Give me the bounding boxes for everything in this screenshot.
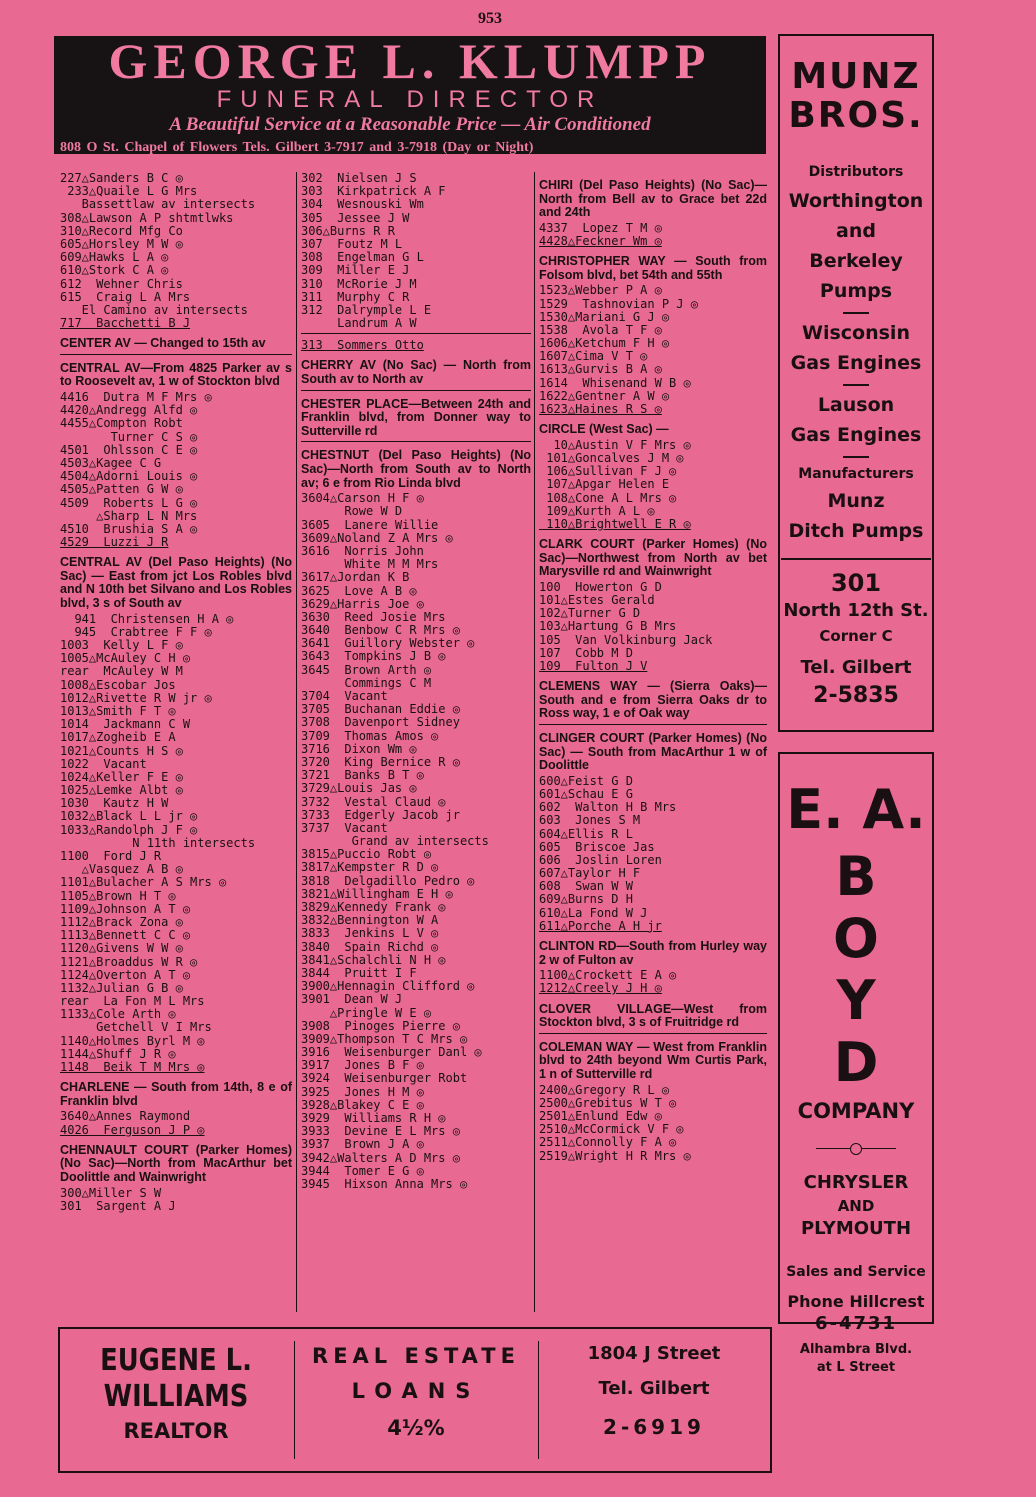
listing-entry: El Camino av intersects: [60, 303, 248, 317]
listing-entry: 1613△Gurvis B A ◎: [539, 363, 662, 377]
banner-address: 808 O St. Chapel of Flowers Tels. Gilbert 3-7917 and 3-7918 (Day or Night): [60, 140, 534, 155]
listing-entry: 305 Jessee J W: [301, 211, 410, 225]
listing-entry: 3609△Noland Z A Mrs ◎: [301, 531, 453, 545]
listing-entry: 3844 Pruitt I F: [301, 966, 417, 980]
listing-entry: 3817△Kempster R D ◎: [301, 861, 439, 875]
listing-entry: 941 Christensen H A ◎: [60, 612, 234, 626]
listing-entry: 1538 Avola T F ◎: [539, 323, 662, 337]
listing-entry: 1014 Jackmann C W: [60, 718, 191, 732]
munz-and: and: [836, 220, 876, 242]
munz-gas-engines-2: Gas Engines: [790, 424, 922, 446]
listing-entry: 3732 Vestal Claud ◎: [301, 795, 446, 809]
munz-distributors: Distributors: [808, 164, 904, 180]
listing-entry: 3709 Thomas Amos ◎: [301, 729, 439, 743]
listing-entry: 311 Murphy C R: [301, 290, 410, 304]
listing-entry: 1529 Tashnovian P J ◎: [539, 297, 698, 311]
listing-entry: 3818 Delgadillo Pedro ◎: [301, 874, 475, 888]
munz-gas-engines-1: Gas Engines: [790, 352, 922, 374]
boyd-and: AND: [837, 1197, 875, 1215]
section-rule: [301, 390, 531, 391]
listing-entry: 1530△Mariani G J ◎: [539, 310, 670, 324]
williams-street: 1804 J Street: [587, 1343, 721, 1364]
listing-entry: 602 Walton H B Mrs: [539, 801, 677, 815]
listing-entry: 3944 Tomer E G ◎: [301, 1164, 424, 1178]
listing-entry: 610△La Fond W J: [539, 906, 648, 920]
munz-phone: 2-5835: [813, 683, 899, 708]
listing-entry: 303 Kirkpatrick A F: [301, 185, 446, 199]
listing-entry: Grand av intersects: [301, 835, 489, 849]
boyd-initials: E. A.: [786, 778, 926, 841]
street-heading: CHARLENE — South from 14th, 8 e of Franklin blvd: [60, 1080, 292, 1108]
listing-entry: 313 Sommers Otto: [301, 339, 424, 353]
banner-title: FUNERAL DIRECTOR: [216, 86, 604, 113]
listing-entry: 3640 Benbow C R Mrs ◎: [301, 624, 460, 638]
listing-entry: 3720 King Bernice R ◎: [301, 755, 460, 769]
listing-entry: 306△Burns R R: [301, 224, 395, 238]
boyd-phone: 6-4731: [814, 1313, 898, 1334]
listing-entry: White M M Mrs: [301, 558, 439, 572]
listing-entry: 4510 Brushia S A ◎: [60, 522, 198, 536]
listing-entry: 1008△Escobar Jos: [60, 678, 176, 692]
munz-pumps: Pumps: [819, 280, 893, 302]
munz-divider: [843, 312, 869, 314]
listing-entry: 3708 Davenport Sidney: [301, 716, 460, 730]
listing-entry: 1144△Shuff J R ◎: [60, 1047, 176, 1061]
listing-entry: △Pringle W E ◎: [301, 1006, 432, 1020]
munz-wisconsin: Wisconsin: [802, 322, 910, 344]
listing-entry: 4416 Dutra M F Mrs ◎: [60, 391, 212, 405]
listing-entry: 1623△Haines R S ◎: [539, 403, 662, 417]
listing-entry: 3643 Tompkins J B ◎: [301, 650, 446, 664]
munz-divider: [843, 456, 869, 458]
listing-entry: 1523△Webber P A ◎: [539, 284, 662, 298]
listing-entry: 1022 Vacant: [60, 757, 147, 771]
listing-entry: 1017△Zogheib E A: [60, 731, 176, 745]
williams-real-estate: REAL ESTATE: [312, 1344, 520, 1368]
munz-street-number: 301: [830, 569, 882, 597]
listing-entry: 233△Quaile L G Mrs: [60, 185, 198, 199]
listing-entry: 3945 Hixson Anna Mrs ◎: [301, 1177, 468, 1191]
listing-entry: 100 Howerton G D: [539, 580, 662, 594]
listing-entry: 3840 Spain Richd ◎: [301, 940, 439, 954]
munz-divider: [843, 384, 869, 386]
listing-entry: 4503△Kagee C G: [60, 456, 162, 470]
listing-entry: 612 Wehner Chris: [60, 277, 183, 291]
listing-entry: 4420△Andregg Alfd ◎: [60, 404, 198, 418]
street-heading: CHERRY AV (No Sac) — North from South av to North av: [301, 358, 531, 387]
listing-entry: 4428△Feckner Wm ◎: [539, 234, 662, 248]
boyd-company: COMPANY: [797, 1099, 915, 1123]
listing-entry: 302 Nielsen J S: [301, 172, 417, 185]
williams-realtor-ad: [58, 1327, 772, 1473]
listing-entry: 1105△Brown H T ◎: [60, 889, 176, 903]
listing-entry: 3605 Lanere Willie: [301, 518, 439, 532]
listing-entry: 4529 Luzzi J R: [60, 536, 169, 550]
williams-realtor: REALTOR: [123, 1419, 229, 1443]
listing-entry: 1140△Holmes Byrl M ◎: [60, 1034, 205, 1048]
williams-loans-block: [296, 1329, 536, 1471]
banner-name: GEORGE L. KLUMPP: [108, 33, 712, 89]
munz-bros-ad: [778, 34, 934, 732]
listing-entry: 10△Austin V F Mrs ◎: [539, 438, 691, 452]
listing-entry: N 11th intersects: [60, 836, 256, 850]
listing-entry: 310 McRorie J M: [301, 277, 417, 291]
listing-entry: Bassettlaw av intersects: [60, 198, 256, 212]
listing-column-2: [301, 172, 531, 1191]
williams-name-block: [60, 1329, 292, 1471]
listing-entry: 3704 Vacant: [301, 690, 388, 703]
listing-entry: 3929 Williams R H ◎: [301, 1112, 446, 1125]
section-rule: [301, 333, 531, 334]
listing-entry: 1133△Cole Arth ◎: [60, 1008, 176, 1022]
listing-entry: 608 Swan W W: [539, 880, 633, 894]
boyd-sales: Sales and Service: [786, 1264, 926, 1280]
listing-entry: Getchell V I Mrs: [60, 1021, 212, 1035]
listing-entry: 1012△Rivette R W jr ◎: [60, 691, 212, 705]
listing-entry: 717 Bacchetti B J: [60, 317, 191, 331]
listing-entry: 309 Miller E J: [301, 264, 410, 278]
listing-entry: 227△Sanders B C ◎: [60, 172, 183, 185]
listing-entry: 103△Hartung G B Mrs: [539, 620, 677, 634]
listing-entry: 1030 Kautz H W: [60, 797, 169, 811]
munz-lauson: Lauson: [817, 394, 895, 416]
listing-entry: 312 Dalrymple L E: [301, 303, 432, 317]
listing-entry: 1112△Brack Zona ◎: [60, 915, 183, 929]
listing-entry: 4026 Ferguson J P ◎: [60, 1123, 205, 1137]
street-heading: CENTRAL AV (Del Paso Heights) (No Sac) — East from jct Los Robles blvd and N 10th bet Silvano and Los Robles blvd, 3 s of South av: [60, 555, 292, 611]
munz-tel: Tel. Gilbert: [800, 657, 912, 678]
munz-street: North 12th St.: [783, 600, 929, 621]
boyd-letter-y: Y: [836, 969, 876, 1032]
street-heading: CENTER AV — Changed to 15th av: [60, 336, 266, 351]
listing-entry: Turner C S ◎: [60, 430, 198, 444]
listing-entry: 1132△Julian G B ◎: [60, 981, 183, 995]
listing-entry: 3630 Reed Josie Mrs: [301, 610, 446, 624]
listing-entry: 109 Fulton J V: [539, 660, 648, 674]
listing-entry: 3900△Hennagin Clifford ◎: [301, 980, 475, 994]
listing-entry: 1100△Crockett E A ◎: [539, 969, 677, 983]
klumpp-banner: [54, 33, 766, 155]
listing-entry: 3829△Kennedy Frank ◎: [301, 901, 446, 914]
listing-entry: 1614 Whisenand W B ◎: [539, 376, 691, 390]
column-divider: [296, 172, 297, 1312]
boyd-letter-d: D: [833, 1031, 879, 1094]
street-heading: CLARK COURT (Parker Homes) (No Sac)—Northwest from North av bet Marysville rd and Wainwright: [539, 537, 767, 579]
listing-entry: 105 Van Volkinburg Jack: [539, 633, 713, 647]
listing-entry: 3928△Blakey C E ◎: [301, 1098, 424, 1112]
listing-entry: 3640△Annes Raymond: [60, 1110, 191, 1124]
listing-entry: 607△Taylor H F: [539, 867, 641, 881]
listing-entry: 2400△Gregory R L ◎: [539, 1083, 670, 1097]
listing-entry: Landrum A W: [301, 317, 417, 331]
listing-column-1: [60, 172, 292, 1213]
williams-contact-block: [540, 1329, 768, 1471]
listing-entry: 3833 Jenkins L V ◎: [301, 927, 439, 941]
street-heading: COLEMAN WAY — West from Franklin blvd to 24th beyond Wm Curtis Park, 1 n of Sutterville rd: [539, 1039, 767, 1081]
listing-entry: 606 Joslin Loren: [539, 853, 662, 867]
williams-phone: 2-6919: [603, 1415, 705, 1439]
listing-entry: 3629△Harris Joe ◎: [301, 597, 424, 611]
listing-entry: 107△Apgar Helen E: [539, 478, 670, 492]
williams-name-2: WILLIAMS: [103, 1379, 249, 1414]
listing-entry: 609△Burns D H: [539, 893, 633, 907]
listing-column-3: [539, 172, 767, 1163]
listing-entry: 600△Feist G D: [539, 774, 633, 788]
listing-entry: 4509 Roberts L G ◎: [60, 496, 198, 510]
munz-corner: Corner C: [819, 627, 893, 645]
listing-entry: 2510△McCormick V F ◎: [539, 1123, 684, 1137]
street-heading: CLINGER COURT (Parker Homes) (No Sac) — South from MacArthur 1 w of Doolittle: [539, 731, 767, 773]
williams-divider: [294, 1341, 295, 1459]
street-heading: CHENNAULT COURT (Parker Homes) (No Sac)—North from MacArthur bet Doolittle and Wainwright: [60, 1142, 292, 1184]
listing-entry: 1120△Givens W W ◎: [60, 942, 183, 956]
section-rule: [539, 724, 767, 725]
listing-entry: 1025△Lemke Albt ◎: [60, 784, 183, 798]
listing-entry: 945 Crabtree F F ◎: [60, 625, 212, 639]
munz-manufacturers: Manufacturers: [798, 466, 914, 482]
listing-entry: 3841△Schalchli N H ◎: [301, 953, 446, 967]
listing-entry: 3908 Pinoges Pierre ◎: [301, 1019, 460, 1033]
listing-entry: Rowe W D: [301, 505, 403, 519]
listing-entry: 609△Hawks L A ◎: [60, 251, 169, 265]
listing-entry: 1606△Ketchum F H ◎: [539, 337, 670, 351]
listing-entry: 1622△Gentner A W ◎: [539, 389, 670, 403]
listing-entry: 3815△Puccio Robt ◎: [301, 848, 432, 862]
listing-entry: 1024△Keller F E ◎: [60, 770, 183, 784]
munz-berkeley: Berkeley: [809, 250, 903, 272]
listing-entry: 301 Sargent A J: [60, 1199, 176, 1213]
listing-entry: 107 Cobb M D: [539, 646, 633, 660]
listing-entry: 1013△Smith F T ◎: [60, 704, 176, 718]
listing-entry: rear McAuley W M: [60, 665, 183, 679]
listing-entry: 4337 Lopez T M ◎: [539, 221, 662, 235]
street-heading: CHESTER PLACE—Between 24th and Franklin blvd, from Donner way to Sutterville rd: [301, 396, 531, 438]
boyd-address-2: at L Street: [816, 1360, 896, 1375]
listing-entry: 1101△Bulacher A S Mrs ◎: [60, 876, 227, 890]
listing-entry: 3737 Vacant: [301, 821, 388, 835]
listing-entry: 1109△Johnson A T ◎: [60, 902, 191, 916]
munz-ditch-pumps: Ditch Pumps: [788, 520, 924, 542]
listing-entry: 3821△Willingham E H ◎: [301, 887, 453, 901]
boyd-phone-label: Phone Hillcrest: [787, 1292, 925, 1311]
listing-entry: 603 Jones S M: [539, 814, 641, 828]
listing-entry: 4504△Adorni Louis ◎: [60, 470, 198, 484]
listing-entry: 109△Kurth A L ◎: [539, 504, 655, 518]
listing-entry: 4505△Patten G W ◎: [60, 483, 183, 497]
street-heading: CLOVER VILLAGE—West from Stockton blvd, 3 s of Fruitridge rd: [539, 1001, 767, 1030]
listing-entry: 3716 Dixon Wm ◎: [301, 742, 417, 756]
listing-entry: 604△Ellis R L: [539, 827, 633, 841]
williams-tel: Tel. Gilbert: [598, 1378, 710, 1399]
listing-entry: 308 Engelman G L: [301, 251, 424, 265]
munz-rule: [781, 558, 931, 560]
listing-entry: 300△Miller S W: [60, 1186, 162, 1200]
listing-entry: 1032△Black L L jr ◎: [60, 810, 198, 824]
listing-entry: 1212△Creely J H ◎: [539, 982, 662, 996]
boyd-ornament: [816, 1148, 896, 1149]
listing-entry: 3645 Brown Arth ◎: [301, 663, 432, 677]
listing-entry: 101△Estes Gerald: [539, 594, 655, 608]
listing-entry: 3729△Louis Jas ◎: [301, 782, 417, 796]
listing-entry: 307 Foutz M L: [301, 237, 403, 251]
street-heading: CHRISTOPHER WAY — South from Folsom blvd, bet 54th and 55th: [539, 254, 767, 282]
boyd-chrysler: CHRYSLER: [803, 1172, 909, 1193]
listing-entry: 4501 Ohlsson C E ◎: [60, 443, 198, 457]
munz-name1: MUNZ: [791, 56, 921, 97]
section-rule: [301, 441, 531, 442]
listing-entry: 1121△Broaddus W R ◎: [60, 955, 198, 969]
listing-entry: 3901 Dean W J: [301, 993, 403, 1007]
listing-entry: 3733 Edgerly Jacob jr: [301, 808, 460, 822]
listing-entry: 106△Sullivan F J ◎: [539, 465, 677, 479]
williams-name-1: EUGENE L.: [100, 1343, 252, 1378]
listing-entry: 3721 Banks B T ◎: [301, 769, 424, 783]
street-heading: CHESTNUT (Del Paso Heights) (No Sac)—North from South av to North av; 6 e from Rio Linda blvd: [301, 448, 531, 490]
listing-entry: 605 Briscoe Jas: [539, 840, 655, 854]
listing-entry: 3641 Guillory Webster ◎: [301, 637, 475, 651]
listing-entry: 3917 Jones B F ◎: [301, 1059, 424, 1073]
banner-slogan: A Beautiful Service at a Reasonable Price — Air Conditioned: [169, 114, 651, 135]
listing-entry: 3916 Weisenburger Danl ◎: [301, 1046, 482, 1060]
listing-entry: 108△Cone A L Mrs ◎: [539, 491, 677, 505]
section-rule: [60, 354, 292, 355]
listing-entry: 110△Brightwell E R ◎: [539, 517, 691, 531]
listing-entry: 610△Stork C A ◎: [60, 264, 169, 278]
listing-entry: 3616 Norris John: [301, 544, 424, 558]
listing-entry: 3625 Love A B ◎: [301, 584, 417, 598]
munz-name2: BROS.: [788, 95, 924, 136]
listing-entry: 1113△Bennett C C ◎: [60, 929, 191, 943]
listing-entry: 1033△Randolph J F ◎: [60, 823, 198, 837]
listing-entry: 3937 Brown J A ◎: [301, 1138, 424, 1152]
listing-entry: 3617△Jordan K B: [301, 571, 410, 585]
listing-entry: 3924 Weisenburger Robt: [301, 1072, 468, 1086]
listing-entry: 1021△Counts H S ◎: [60, 744, 183, 758]
listing-entry: Commings C M: [301, 676, 432, 690]
listing-entry: 304 Wesnouski Wm: [301, 198, 424, 212]
listing-entry: 4455△Compton Robt: [60, 417, 183, 431]
listing-entry: 601△Schau E G: [539, 787, 633, 801]
listing-entry: 308△Lawson A P shtmtlwks: [60, 211, 234, 225]
listing-entry: 1124△Overton A T ◎: [60, 968, 191, 982]
street-heading: CLINTON RD—South from Hurley way 2 w of Fulton av: [539, 939, 767, 967]
listing-entry: 310△Record Mfg Co: [60, 224, 183, 238]
listing-entry: 2511△Connolly F A ◎: [539, 1136, 677, 1150]
boyd-plymouth: PLYMOUTH: [800, 1218, 912, 1239]
listing-entry: 1148 Beik T M Mrs ◎: [60, 1061, 205, 1075]
listing-entry: △Sharp L N Mrs: [60, 509, 198, 523]
page-number: 953: [478, 10, 502, 27]
listing-entry: 1003 Kelly L F ◎: [60, 639, 183, 653]
listing-entry: 102△Turner G D: [539, 607, 641, 621]
listing-entry: 3942△Walters A D Mrs ◎: [301, 1151, 460, 1165]
listing-entry: rear La Fon M L Mrs: [60, 995, 205, 1009]
munz-worthington: Worthington: [788, 190, 924, 212]
boyd-letter-b: B: [835, 845, 877, 908]
boyd-letter-o: O: [833, 907, 879, 970]
williams-loans: LOANS: [351, 1379, 481, 1403]
listing-entry: 1607△Cima V T ◎: [539, 350, 648, 364]
listing-entry: 101△Goncalves J M ◎: [539, 452, 684, 465]
listing-entry: 611△Porche A H jr: [539, 919, 662, 933]
listing-entry: 605△Horsley M W ◎: [60, 237, 183, 251]
listing-entry: 3604△Carson H F ◎: [301, 492, 424, 506]
column-divider: [534, 172, 535, 1312]
listing-entry: 3832△Bennington W A: [301, 914, 439, 928]
listing-entry: △Vasquez A B ◎: [60, 863, 183, 877]
listing-entry: 3925 Jones H M ◎: [301, 1085, 424, 1099]
section-rule: [539, 1033, 767, 1034]
street-heading: CLEMENS WAY — (Sierra Oaks)—South and e from Sierra Oaks dr to Ross way, 1 e of Oak way: [539, 679, 767, 721]
street-heading: CIRCLE (West Sac) —: [539, 422, 669, 437]
listing-entry: 3705 Buchanan Eddie ◎: [301, 703, 460, 717]
street-heading: CENTRAL AV—From 4825 Parker av s to Roosevelt av, 1 w of Stockton blvd: [60, 360, 292, 389]
listing-entry: 615 Craig L A Mrs: [60, 290, 191, 304]
boyd-address-1: Alhambra Blvd.: [799, 1342, 913, 1357]
listing-entry: 2500△Grebitus W T ◎: [539, 1096, 677, 1110]
street-heading: CHIRI (Del Paso Heights) (No Sac)—North from Bell av to Grace bet 22d and 24th: [539, 178, 767, 220]
williams-rate: 4½%: [387, 1416, 445, 1440]
listing-entry: 1100 Ford J R: [60, 850, 162, 864]
munz-munz: Munz: [827, 490, 885, 512]
listing-entry: 2519△Wright H R Mrs ◎: [539, 1149, 691, 1163]
listing-entry: 3909△Thompson T C Mrs ◎: [301, 1032, 468, 1046]
boyd-company-ad: [778, 752, 934, 1375]
listing-entry: 2501△Enlund Edw ◎: [539, 1109, 662, 1123]
williams-divider: [538, 1341, 539, 1459]
listing-entry: 3933 Devine E L Mrs ◎: [301, 1125, 460, 1139]
listing-entry: 1005△McAuley C H ◎: [60, 652, 191, 666]
